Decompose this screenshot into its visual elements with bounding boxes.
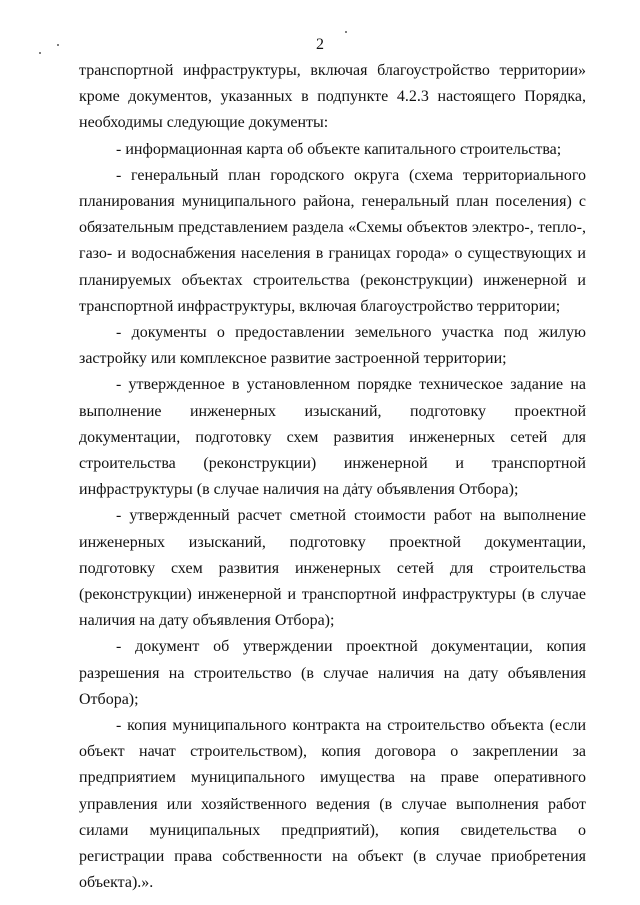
page-number: 2 [316,36,324,53]
list-item-land-plot-documents: - документы о предоставлении земельного участка под жилую застройку или комплексное развитие застроенной территории; [79,324,586,368]
list-item-cost-estimate: - утвержденный расчет сметной стоимости работ на выполнение инженерных изысканий, подготовку проектной документации, подготовку схем развития инженерных сетей для строительства (реконструкции) инженерной и транспортной инфраструктуры (в случае наличия на дату объявления Отбора); [79,507,586,630]
list-item-municipal-contract: - копия муниципального контракта на строительство объекта (если объект начат строительством), копия договора о закреплении за предприятием муниципального имущества на праве оперативного управления или хозяйственного ведения (в случае выполнения работ силами муниципальных предприятий), копия свидетельства о регистрации права собственности на объект (в случае приобретения объекта).». [79,717,586,892]
document-body [79,58,586,897]
intro-paragraph: транспортной инфраструктуры, включая благоустройство территории» кроме документов, указанных в подпункте 4.2.3 настоящего Порядка, необходимы следующие документы: [79,62,586,132]
list-item-project-approval: - документ об утверждении проектной документации, копия разрешения на строительство (в случае наличия на дату объявления Отбора); [79,638,586,708]
list-item-technical-assignment: - утвержденное в установленном порядке техническое задание на выполнение инженерных изысканий, подготовку проектной документации, подготовку схем развития инженерных сетей для строительства (реконструкции) инженерной и транспортной инфраструктуры (в случае наличия на дату объявления Отбора); [79,376,586,499]
list-item-information-card: - информационная карта об объекте капитального строительства; [116,140,562,158]
scan-speck [345,31,347,33]
list-item-general-plan: - генеральный план городского округа (схема территориального планирования муниципального района, генеральный план поселения) с обязательным представлением раздела «Схемы объектов электро-, тепло-, газо- и водоснабжения населения в границах города» о существующих и планируемых объектах строительства (реконструкции) инженерной и транспортной инфраструктуры, включая благоустройство территории; [79,166,586,315]
